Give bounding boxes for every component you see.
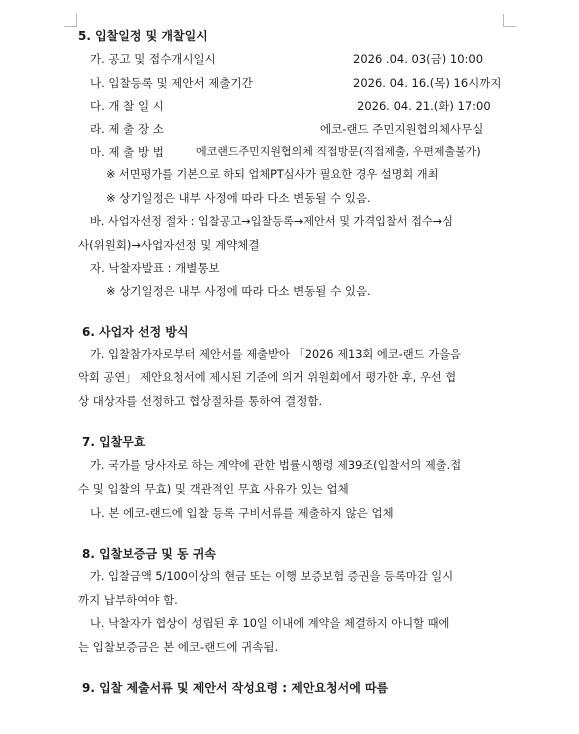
section-8-heading: 8. 입찰보증금 및 동 귀속 bbox=[82, 547, 216, 561]
section-9-heading: 9. 입찰 제출서류 및 제안서 작성요령 : 제안요청서에 따름 bbox=[82, 681, 389, 695]
s8-line-3: 나. 낙찰자가 협상이 성립된 후 10일 이내에 계약을 체결하지 아니할 때에 bbox=[90, 617, 450, 630]
section-5-heading: 5. 입찰일정 및 개찰일시 bbox=[78, 29, 208, 43]
s5-note-2: ※ 상기일정은 내부 사정에 따라 다소 변동될 수 있음. bbox=[106, 191, 371, 205]
s7-line-1: 가. 국가를 당사자로 하는 계약에 관한 법률시행령 제39조(입찰서의 제출.접 bbox=[90, 459, 462, 472]
s5-sa-line: 자. 낙찰자발표 : 개별통보 bbox=[90, 261, 220, 275]
s5-na-date: 2026. 04. 16.(목) 16시까지 bbox=[353, 76, 502, 90]
s8-line-2: 까지 납부하여야 함. bbox=[78, 593, 178, 607]
s5-note-3: ※ 상기일정은 내부 사정에 따라 다소 변동될 수 있음. bbox=[106, 284, 371, 298]
s5-ba-line-2: 사(위원회)→사업자선정 및 계약체결 bbox=[78, 238, 260, 252]
s5-ma-label: 마. 제 출 방 법 bbox=[90, 145, 164, 159]
section-7-heading: 7. 입찰무효 bbox=[82, 435, 146, 449]
s5-ga-label: 가. 공고 및 접수개시일시 bbox=[90, 52, 216, 66]
s8-line-4: 는 입찰보증금은 본 에코-랜드에 귀속됨. bbox=[78, 640, 279, 654]
section-6-heading: 6. 사업자 선정 방식 bbox=[82, 325, 189, 339]
s6-line-1: 가. 입찰참가자로부터 제안서를 제출받아 「2026 제13회 에코-랜드 가을음 bbox=[90, 348, 461, 361]
s6-line-3: 상 대상자를 선정하고 협상절차를 통하여 결정함. bbox=[78, 394, 323, 408]
s6-line-2: 악회 공연」 제안요청서에 제시된 기준에 의거 위원회에서 평가한 후, 우선 협 bbox=[78, 371, 457, 384]
s5-ra-label: 라. 제 출 장 소 bbox=[90, 122, 164, 136]
page-corner-mark-right bbox=[503, 14, 516, 27]
s7-line-3: 나. 본 에코-랜드에 입찰 등록 구비서류를 제출하지 않은 업체 bbox=[90, 506, 394, 520]
s5-note-1: ※ 서면평가를 기본으로 하되 업체PT심사가 필요한 경우 설명회 개최 bbox=[106, 168, 439, 181]
s5-da-label: 다. 개 찰 일 시 bbox=[90, 99, 164, 113]
page-corner-mark-left bbox=[64, 14, 77, 27]
s7-line-2: 수 및 입찰의 무효) 및 객관적인 무효 사유가 있는 업체 bbox=[78, 482, 349, 496]
s5-ba-line-1: 바. 사업자선정 절차 : 입찰공고→입찰등록→제안서 및 가격입찰서 접수→심 bbox=[90, 215, 453, 228]
s5-ma-value: 에코랜드주민지원협의체 직접방문(직접제출, 우편제출불가) bbox=[196, 145, 481, 158]
s5-ra-value: 에코-랜드 주민지원협의체사무실 bbox=[320, 122, 484, 136]
s5-na-label: 나. 입찰등록 및 제안서 제출기간 bbox=[90, 76, 253, 90]
s5-ga-date: 2026 .04. 03(금) 10:00 bbox=[353, 52, 484, 66]
s8-line-1: 가. 입찰금액 5/100이상의 현금 또는 이행 보증보험 증권을 등록마감 일시 bbox=[90, 570, 454, 583]
s5-da-date: 2026. 04. 21.(화) 17:00 bbox=[357, 99, 491, 113]
